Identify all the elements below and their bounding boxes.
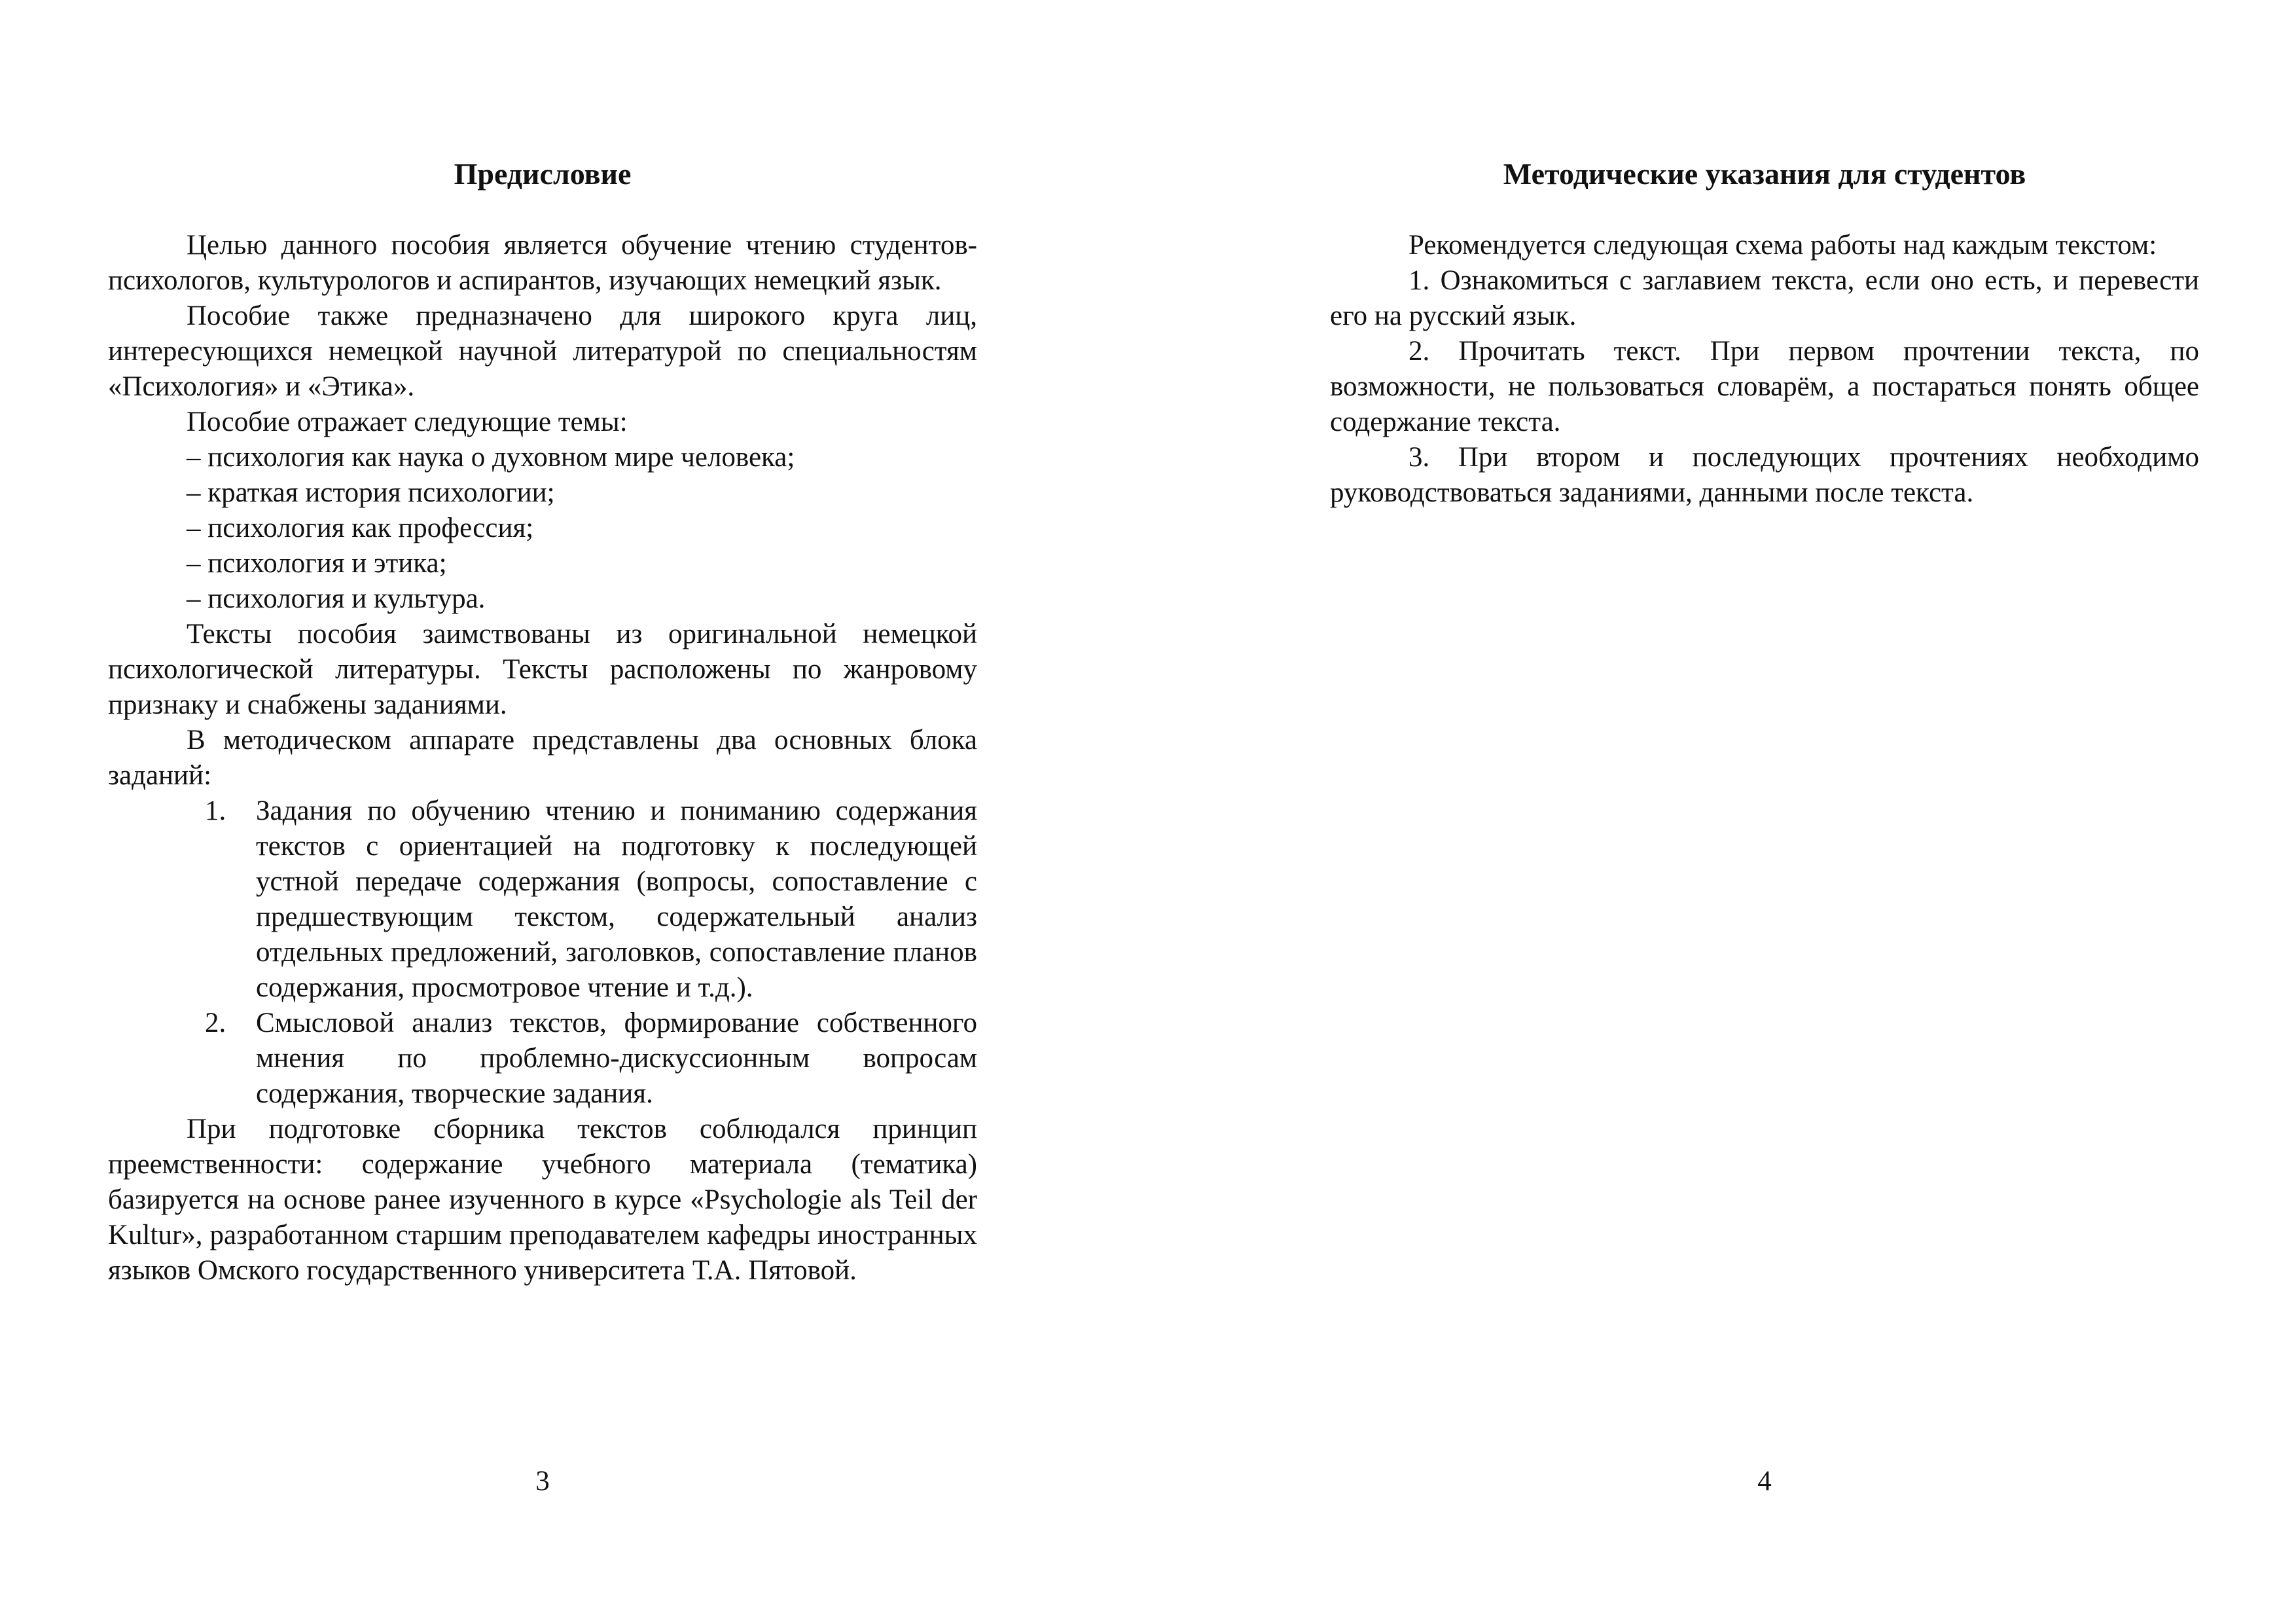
topic-item: – психология и этика; <box>187 548 447 579</box>
task-item <box>108 1006 977 1112</box>
topic-item: – психология как профессия; <box>187 513 534 543</box>
step-item: 1. Ознакомиться с заглавием текста, если оно есть, и перевести его на русский язык. <box>1330 265 2199 331</box>
page-title: Методические указания для студентов <box>1503 157 2026 191</box>
right-page-body <box>1330 228 2199 511</box>
left-page <box>108 0 977 1623</box>
paragraph-task-blocks: В методическом аппарате представлены два основных блока заданий: <box>108 725 977 791</box>
right-page <box>1330 0 2199 1623</box>
task-item <box>108 793 977 1006</box>
paragraph-scheme-intro: Рекомендуется следующая схема работы над каждым текстом: <box>1408 230 2157 261</box>
paragraph-purpose: Целью данного пособия является обучение чтению студентов-психологов, культурологов и аспирантов, изучающих немецкий язык. <box>108 230 977 296</box>
task-number: 2. <box>205 1008 226 1038</box>
paragraph-continuity: При подготовке сборника текстов соблюдался принцип преемственности: содержание учебного материала (тематика) базируется на основе ранее изученного в курсе «Psychologie als Teil der Kultur», разработанном старшим преподавателем кафедры иностранных языков Омского государственного университета Т.А. Пятовой. <box>108 1114 977 1286</box>
step-item: 2. Прочитать текст. При первом прочтении текста, по возможности, не пользоваться словарём, а постараться понять общее содержание текста. <box>1330 336 2199 437</box>
task-text: Задания по обучению чтению и пониманию содержания текстов с ориентацией на подготовку к последующей устной передаче содержания (вопросы, сопоставление с предшествующим текстом, содержательный анализ отдельных предложений, заголовков, сопоставление планов содержания, просмотровое чтение и т.д.). <box>256 795 977 1003</box>
task-number: 1. <box>205 795 226 826</box>
task-list <box>108 793 977 1112</box>
step-item: 3. При втором и последующих прочтениях необходимо руководствоваться заданиями, данными после текста. <box>1330 442 2199 508</box>
paragraph-sources: Тексты пособия заимствованы из оригинальной немецкой психологической литературы. Тексты расположены по жанровому признаку и снабжены заданиями. <box>108 619 977 720</box>
topic-item: – краткая история психологии; <box>187 477 555 508</box>
topic-item: – психология и культура. <box>187 583 486 614</box>
page-title: Предисловие <box>454 157 632 191</box>
paragraph-audience: Пособие также предназначено для широкого круга лиц, интересующихся немецкой научной литературой по специальностям «Психология» и «Этика». <box>108 301 977 402</box>
topic-item: – психология как наука о духовном мире человека; <box>187 442 795 473</box>
task-text: Смысловой анализ текстов, формирование собственного мнения по проблемно-дискуссионным вопросам содержания, творческие задания. <box>256 1008 977 1109</box>
page-number: 4 <box>1757 1466 1772 1497</box>
topics-list <box>108 440 977 617</box>
topics-intro: Пособие отражает следующие темы: <box>187 407 628 437</box>
page-number: 3 <box>535 1466 550 1497</box>
left-page-body <box>108 228 977 1288</box>
